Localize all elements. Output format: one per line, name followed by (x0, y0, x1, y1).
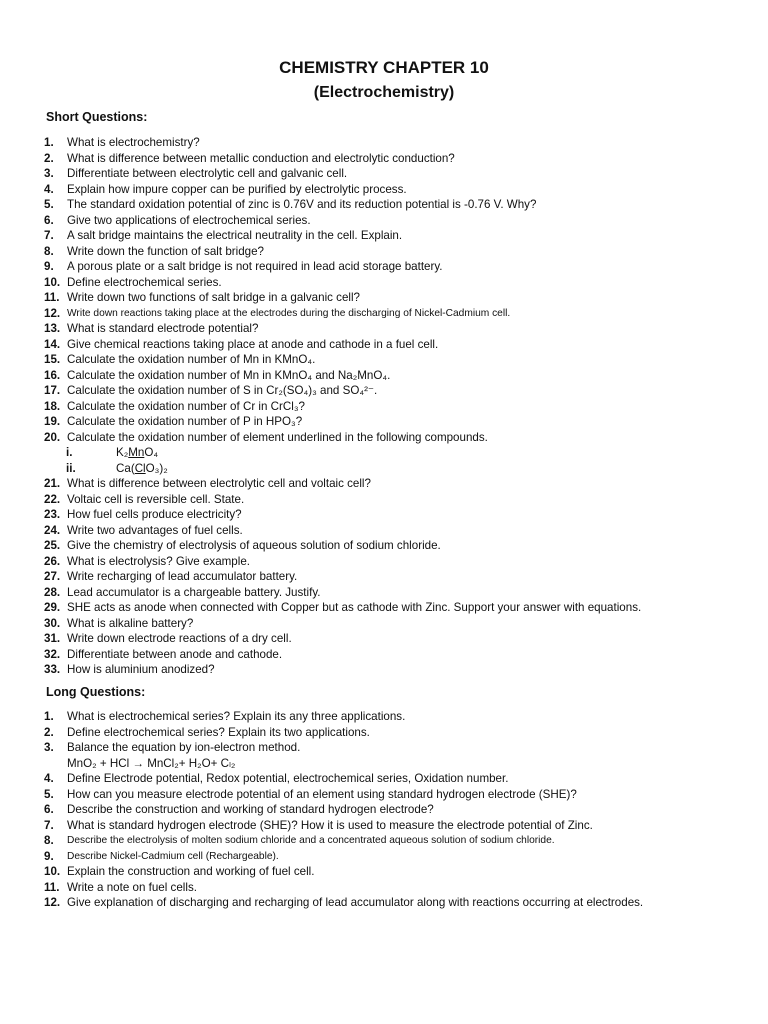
question-number: 1. (44, 136, 54, 149)
question-text: Write recharging of lead accumulator battery. (67, 570, 298, 583)
question-text: Write down two functions of salt bridge in a galvanic cell? (67, 291, 361, 304)
question-number: 32. (44, 647, 61, 661)
question-text: Differentiate between electrolytic cell and galvanic cell. (67, 167, 348, 180)
question-number: 3. (44, 741, 54, 754)
question-number: 6. (44, 803, 54, 816)
question-text: Give the chemistry of electrolysis of aqueous solution of sodium chloride. (67, 539, 441, 552)
short-question (44, 228, 744, 244)
short-question (44, 414, 744, 430)
question-text: Give chemical reactions taking place at anode and cathode in a fuel cell. (67, 337, 439, 351)
question-number: 11. (44, 291, 60, 304)
short-questions-heading: Short Questions: (46, 110, 148, 124)
long-question (44, 709, 744, 725)
short-question (44, 569, 744, 585)
question-number: 33. (44, 663, 61, 676)
question-text: How can you measure electrode potential of an element using standard hydrogen electrode (SHE)? (67, 787, 577, 801)
question-text: Calculate the oxidation number of Mn in KMnO₄ and Na₂MnO₄. (67, 368, 391, 382)
question-number: 20. (44, 430, 61, 444)
long-question (44, 849, 744, 865)
chemical-equation: MnO₂ + HCl → MnCl₂+ H₂O+ Cₗ₂ (67, 756, 236, 770)
short-question (44, 662, 744, 678)
question-text: Write a note on fuel cells. (67, 880, 197, 894)
short-question (44, 492, 744, 508)
short-question (44, 290, 744, 306)
sub-question-number: i. (66, 446, 73, 459)
short-question (44, 631, 744, 647)
question-text: The standard oxidation potential of zinc is 0.76V and its reduction potential is -0.76 V. Why? (67, 198, 537, 211)
page-subtitle: (Electrochemistry) (313, 84, 455, 101)
question-text: Define Electrode potential, Redox potential, electrochemical series, Oxidation number. (67, 772, 509, 785)
long-question (44, 771, 744, 787)
question-text: What is difference between metallic conduction and electrolytic conduction? (67, 151, 455, 165)
question-text: Write down the function of salt bridge? (67, 244, 264, 258)
question-text: Give two applications of electrochemical series. (67, 213, 311, 227)
long-questions-list (44, 709, 744, 911)
long-question (44, 880, 744, 896)
question-number: 11. (44, 880, 60, 894)
question-text: Define electrochemical series? Explain its two applications. (67, 725, 370, 739)
short-question (44, 244, 744, 260)
short-question (44, 135, 744, 151)
long-questions-heading: Long Questions: (46, 685, 146, 699)
question-number: 31. (44, 632, 61, 645)
question-number: 8. (44, 834, 54, 847)
short-question (44, 507, 744, 523)
page-title: CHEMISTRY CHAPTER 10 (279, 58, 489, 77)
question-text: Calculate the oxidation number of P in HPO₃? (67, 415, 303, 428)
question-text: Define electrochemical series. (67, 275, 222, 289)
question-text: What is standard electrode potential? (67, 322, 259, 335)
question-number: 12. (44, 306, 61, 320)
question-text: How fuel cells produce electricity? (67, 508, 242, 521)
long-question (44, 787, 744, 803)
question-text: A porous plate or a salt bridge is not required in lead acid storage battery. (67, 260, 443, 273)
short-question (44, 616, 744, 632)
question-text: What is electrochemical series? Explain its any three applications. (67, 710, 406, 723)
question-text: Calculate the oxidation number of element underlined in the following compounds. (67, 430, 488, 444)
formula (116, 445, 158, 461)
question-number: 9. (44, 260, 54, 273)
question-text: Write down electrode reactions of a dry cell. (67, 632, 292, 645)
question-number: 10. (44, 275, 61, 289)
formula-prefix: K₂ (116, 446, 129, 459)
short-question (44, 275, 744, 291)
formula-prefix: Ca( (116, 461, 135, 475)
question-number: 25. (44, 539, 61, 552)
question-number: 4. (44, 772, 54, 785)
question-number: 12. (44, 896, 61, 909)
short-question (44, 337, 744, 353)
question-number: 10. (44, 865, 61, 878)
short-question (44, 213, 744, 229)
question-text: Explain the construction and working of fuel cell. (67, 865, 315, 878)
question-text: Differentiate between anode and cathode. (67, 647, 283, 661)
question-number: 23. (44, 508, 61, 521)
question-text: Describe the electrolysis of molten sodium chloride and a concentrated aqueous solution of sodium chloride. (67, 835, 555, 846)
short-question (44, 585, 744, 601)
question-text: What is electrochemistry? (67, 136, 200, 149)
question-text: Explain how impure copper can be purified by electrolytic process. (67, 182, 407, 196)
long-question (44, 740, 744, 756)
question-text: Write down reactions taking place at the electrodes during the discharging of Nickel-Cadmium cell. (67, 307, 511, 319)
question-number: 19. (44, 415, 61, 428)
short-question (44, 430, 744, 446)
short-question (44, 554, 744, 570)
short-question (44, 352, 744, 368)
question-number: 18. (44, 399, 61, 413)
question-text: Give explanation of discharging and recharging of lead accumulator along with reactions occurring at electrodes. (67, 896, 644, 909)
short-question (44, 647, 744, 663)
question-text: What is electrolysis? Give example. (67, 554, 250, 568)
question-text: What is standard hydrogen electrode (SHE)? How it is used to measure the electrode potential of Zinc. (67, 818, 593, 832)
question-number: 29. (44, 601, 61, 614)
question-number: 13. (44, 322, 61, 335)
question-text: Balance the equation by ion-electron method. (67, 741, 301, 754)
short-question (44, 166, 744, 182)
long-question (44, 864, 744, 880)
question-number: 15. (44, 353, 61, 366)
short-question (44, 383, 744, 399)
long-question (44, 895, 744, 911)
question-number: 3. (44, 167, 54, 180)
question-number: 1. (44, 710, 54, 723)
question-text: Calculate the oxidation number of S in Cr₂(SO₄)₃ and SO₄²⁻. (67, 384, 378, 397)
short-question (44, 600, 744, 616)
long-question (44, 833, 744, 849)
formula (116, 461, 168, 477)
short-questions-list (44, 135, 744, 678)
question-number: 6. (44, 213, 54, 227)
question-number: 5. (44, 787, 54, 801)
question-number: 28. (44, 585, 61, 599)
question-text: Voltaic cell is reversible cell. State. (67, 492, 245, 506)
short-question (44, 151, 744, 167)
question-number: 27. (44, 570, 61, 583)
question-text: Describe Nickel-Cadmium cell (Rechargeable). (67, 850, 279, 862)
question-number: 2. (44, 151, 54, 165)
question-number: 21. (44, 477, 61, 490)
long-question (44, 818, 744, 834)
question-text: Describe the construction and working of standard hydrogen electrode? (67, 803, 434, 816)
question-number: 7. (44, 818, 54, 832)
question-number: 5. (44, 198, 54, 211)
sub-question (44, 461, 744, 477)
question-number: 7. (44, 229, 54, 242)
question-text: SHE acts as anode when connected with Copper but as cathode with Zinc. Support your answer with equations. (67, 601, 642, 614)
question-number: 30. (44, 616, 61, 630)
short-question (44, 197, 744, 213)
formula-suffix: O₃)₂ (145, 461, 168, 475)
underlined-element: Cl (134, 461, 146, 475)
question-text: Write two advantages of fuel cells. (67, 523, 243, 537)
long-question (44, 802, 744, 818)
question-text: Lead accumulator is a chargeable battery. Justify. (67, 585, 321, 599)
question-text: A salt bridge maintains the electrical neutrality in the cell. Explain. (67, 229, 403, 242)
sub-question-number: ii. (66, 461, 76, 475)
short-question (44, 321, 744, 337)
short-question (44, 306, 744, 322)
question-text: Calculate the oxidation number of Mn in KMnO₄. (67, 353, 316, 366)
question-number: 2. (44, 725, 54, 739)
question-text: How is aluminium anodized? (67, 663, 215, 676)
question-number: 4. (44, 182, 54, 196)
short-question (44, 368, 744, 384)
short-question (44, 259, 744, 275)
short-question (44, 538, 744, 554)
question-number: 8. (44, 244, 54, 258)
underlined-element: Mn (128, 446, 145, 459)
question-number: 9. (44, 849, 54, 863)
question-number: 14. (44, 337, 61, 351)
short-question (44, 182, 744, 198)
question-number: 24. (44, 523, 61, 537)
question-text: Calculate the oxidation number of Cr in CrCl₃? (67, 399, 305, 413)
short-question (44, 523, 744, 539)
question-text: What is alkaline battery? (67, 616, 194, 630)
short-question (44, 399, 744, 415)
question-number: 22. (44, 492, 61, 506)
question-number: 17. (44, 384, 61, 397)
formula-suffix: O₄ (144, 446, 159, 459)
sub-question (44, 445, 744, 461)
question-number: 26. (44, 554, 61, 568)
question-text: What is difference between electrolytic cell and voltaic cell? (67, 477, 371, 490)
question-number: 16. (44, 368, 61, 382)
long-question (44, 725, 744, 741)
short-question (44, 476, 744, 492)
